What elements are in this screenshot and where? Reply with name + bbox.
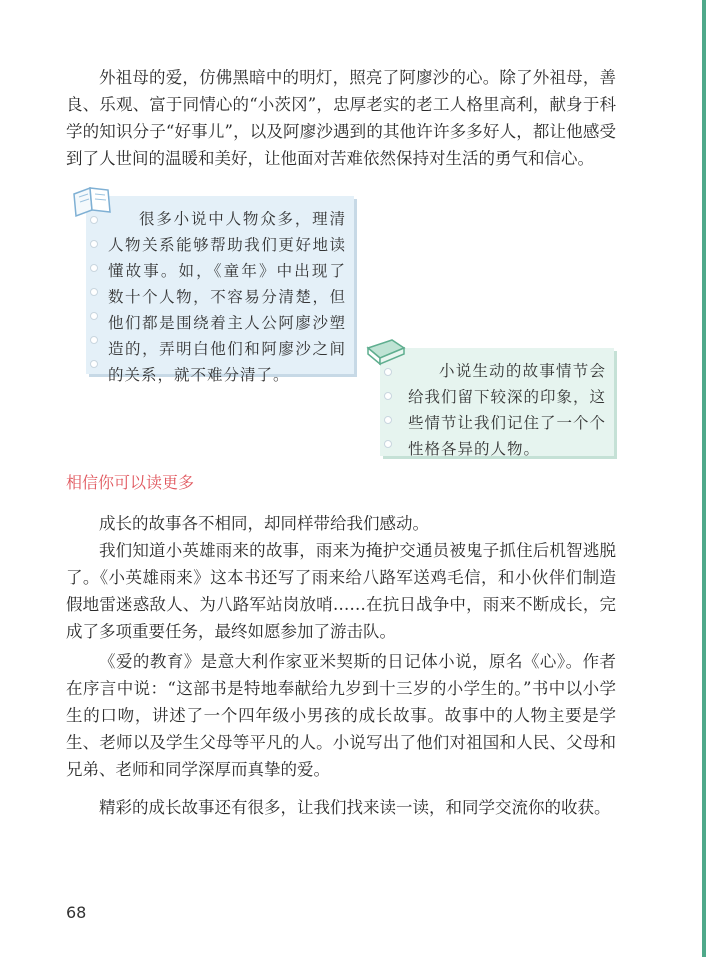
page-number: 68 — [66, 903, 87, 922]
reading-tip-text: 很多小说中人物众多，理清人物关系能够帮助我们更好地读懂故事。如，《童年》中出现了数十个人物，不容易分清楚，但他们都是围绕着主人公阿廖沙塑造的，弄明白他们和阿廖沙之间的关系，就不难分清了。 — [108, 210, 346, 384]
closed-book-icon — [364, 336, 408, 368]
note-binding-holes — [90, 216, 98, 384]
open-book-icon — [70, 184, 114, 218]
reading-tip-note-green — [380, 348, 614, 456]
section-title: 相信你可以读更多 — [66, 473, 195, 492]
reading-tip-text: 小说生动的故事情节会给我们留下较深的印象，这些情节让我们记住了一个个性格各异的人物。 — [408, 362, 607, 458]
paragraph-growth-stories: 成长的故事各不相同，却同样带给我们感动。 — [99, 514, 429, 533]
page-edge-stripe — [702, 0, 706, 957]
paragraph-little-hero-yulai: 我们知道小英雄雨来的故事，雨来为掩护交通员被鬼子抓住后机智逃脱了。《小英雄雨来》这本书还写了雨来给八路军送鸡毛信，和小伙伴们制造假地雷迷惑敌人、为八路军站岗放哨……在抗日战争中，雨来不断成长，完成了多项重要任务，最终如愿参加了游击队。 — [66, 541, 616, 641]
paragraph-share-reading: 精彩的成长故事还有很多，让我们找来读一读，和同学交流你的收获。 — [99, 798, 611, 817]
note-binding-holes — [384, 368, 392, 464]
paragraph-grandmother-love: 外祖母的爱，仿佛黑暗中的明灯，照亮了阿廖沙的心。除了外祖母，善良、乐观、富于同情心的“小茨冈”，忠厚老实的老工人格里高利，献身于科学的知识分子“好事儿”，以及阿廖沙遇到的其他许许多多好人，都让他感受到了人世间的温暖和美好，让他面对苦难依然保持对生活的勇气和信心。 — [66, 68, 616, 168]
paragraph-education-of-love: 《爱的教育》是意大利作家亚米契斯的日记体小说，原名《心》。作者在序言中说：“这部书是特地奉献给九岁到十三岁的小学生的。”书中以小学生的口吻，讲述了一个四年级小男孩的成长故事。故事中的人物主要是学生、老师以及学生父母等平凡的人。小说写出了他们对祖国和人民、父母和兄弟、老师和同学深厚而真挚的爱。 — [66, 652, 616, 779]
reading-tip-note-blue — [86, 196, 354, 384]
